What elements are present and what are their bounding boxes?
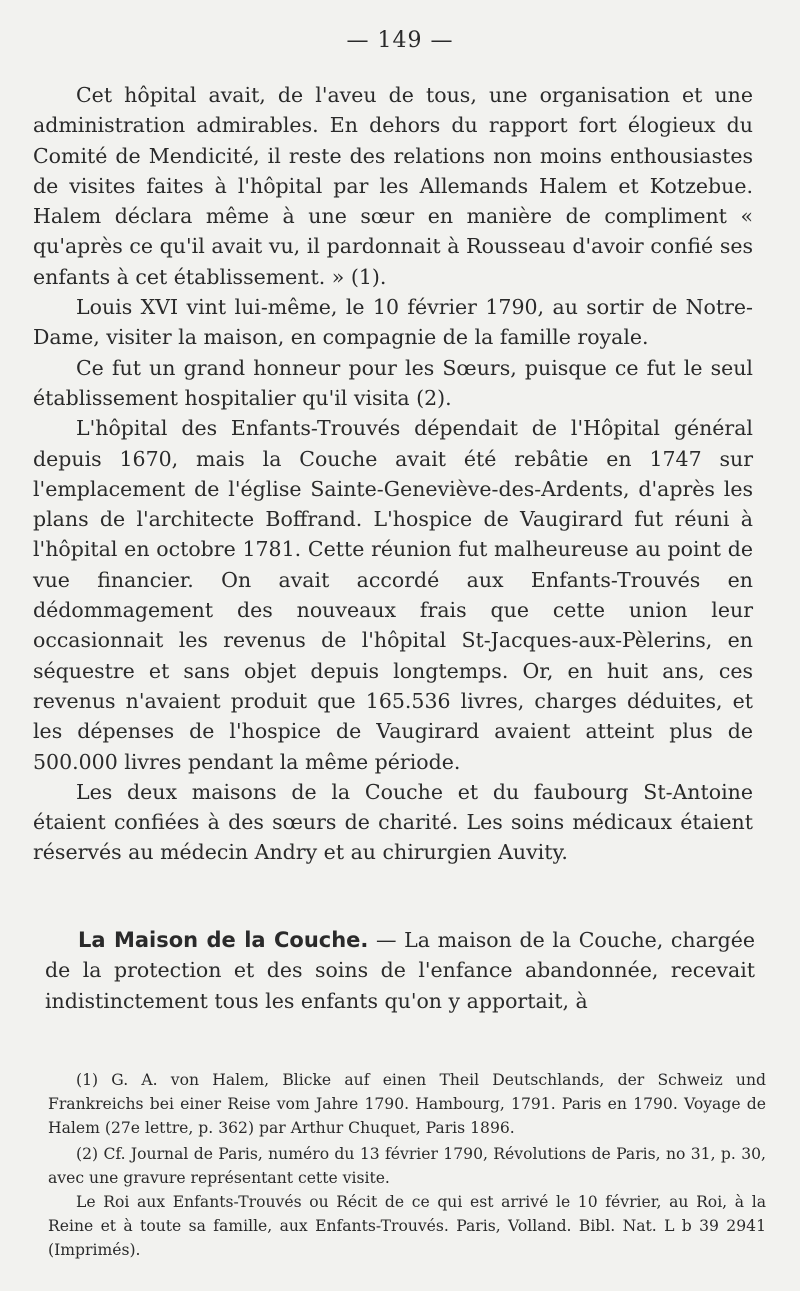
paragraph: Les deux maisons de la Couche et du faubourg St-Antoine étaient confiées à des sœurs de charité. Les soins médicaux étaient réservés au médecin Andry et au chirurgien Auvity. <box>33 779 753 865</box>
paragraph: Louis XVI vint lui-même, le 10 février 1790, au sortir de Notre-Dame, visiter la maison, en compagnie de la famille royale. <box>33 295 753 350</box>
section-text: — La maison de la Couche, chargée de la protection et des soins de l'enfance abandonnée, recevait indistinctement tous les enfants qu'on y apportait, à <box>45 928 755 1013</box>
paragraph: Cet hôpital avait, de l'aveu de tous, une organisation et une administration admirables. En dehors du rapport fort élogieux du Comité de Mendicité, il reste des relations non moins enthousiastes de visites faites à l'hôpital par les Allemands Halem et Kotzebue. Halem déclara même à une sœur en manière de compliment « qu'après ce qu'il avait vu, il pardonnait à Rousseau d'avoir confié ses enfants à cet établissement. » (1). <box>33 83 753 289</box>
paragraph: Ce fut un grand honneur pour les Sœurs, puisque ce fut le seul établissement hospitalier qu'il visita (2). <box>33 355 753 410</box>
main-text <box>33 80 753 868</box>
footnote: Le Roi aux Enfants-Trouvés ou Récit de ce qui est arrivé le 10 février, au Roi, à la Reine et à toute sa famille, aux Enfants-Trouvés. Paris, Volland. Bibl. Nat. L b 39 2941 (Imprimés). <box>48 1193 766 1259</box>
paragraph: L'hôpital des Enfants-Trouvés dépendait de l'Hôpital général depuis 1670, mais la Couche avait été rebâtie en 1747 sur l'emplacement de l'église Sainte-Geneviève-des-Ardents, d'après les plans de l'architecte Boffrand. L'hospice de Vaugirard fut réuni à l'hôpital en octobre 1781. Cette réunion fut malheureuse au point de vue financier. On avait accordé aux Enfants-Trouvés en dédommagement des nouveaux frais que cette union leur occasionnait les revenus de l'hôpital St-Jacques-aux-Pèlerins, en séquestre et sans objet depuis longtemps. Or, en huit ans, ces revenus n'avaient produit que 165.536 livres, charges déduites, et les dépenses de l'hospice de Vaugirard avaient atteint plus de 500.000 livres pendant la même période. <box>33 416 753 774</box>
section-paragraph <box>45 925 755 1016</box>
page-number: — 149 — <box>346 28 454 53</box>
section-block <box>45 925 755 1016</box>
section-title: La Maison de la Couche. <box>78 928 369 952</box>
footnote: (2) Cf. Journal de Paris, numéro du 13 février 1790, Révolutions de Paris, no 31, p. 30, avec une gravure représentant cette visite. <box>48 1145 766 1187</box>
footnote: (1) G. A. von Halem, Blicke auf einen Theil Deutschlands, der Schweiz und Frankreichs bei einer Reise vom Jahre 1790. Hambourg, 1791. Paris en 1790. Voyage de Halem (27e lettre, p. 362) par Arthur Chuquet, Paris 1896. <box>48 1071 766 1137</box>
footnotes <box>48 1068 766 1264</box>
